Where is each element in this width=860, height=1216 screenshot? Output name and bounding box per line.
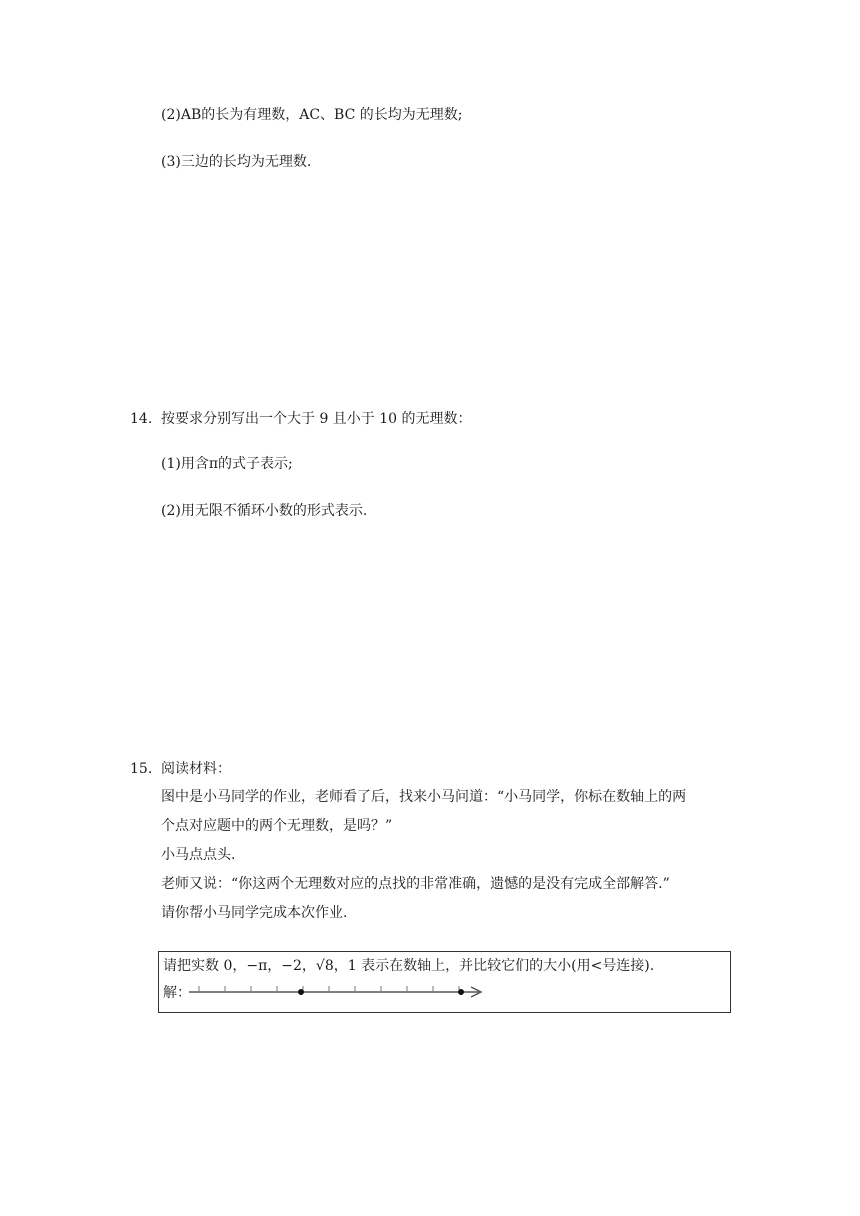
q13-part2: (2)AB的长为有理数，AC、BC 的长均为无理数; (161, 107, 463, 123)
q14-number: 14. (130, 411, 153, 427)
number-line (189, 980, 489, 1004)
q15-paragraph2: 小马点点头. (161, 847, 236, 863)
q14-part1: (1)用含π的式子表示; (161, 456, 293, 472)
homework-box (158, 951, 731, 1013)
homework-instruction: 请把实数 0，−π，−2，√8，1 表示在数轴上，并比较它们的大小(用<号连接). (163, 958, 655, 974)
q15-paragraph1-line1: 图中是小马同学的作业，老师看了后，找来小马问道：“小马同学，你标在数轴上的两 (161, 789, 687, 805)
q14-part2: (2)用无限不循环小数的形式表示. (161, 503, 368, 519)
q13-part3: (3)三边的长均为无理数. (161, 154, 312, 170)
q15-paragraph4: 请你帮小马同学完成本次作业. (161, 905, 348, 921)
point-marker (298, 989, 304, 995)
answer-label: 解： (163, 985, 191, 1001)
number-line-ticks (199, 986, 459, 992)
q15-paragraph1-line2: 个点对应题中的两个无理数，是吗？” (161, 818, 393, 834)
q14-stem: 按要求分别写出一个大于 9 且小于 10 的无理数： (161, 411, 472, 427)
q15-stem: 阅读材料： (161, 761, 231, 777)
q15-paragraph3: 老师又说：“你这两个无理数对应的点找的非常准确，遗憾的是没有完成全部解答.” (161, 876, 670, 892)
q15-number: 15. (130, 761, 153, 777)
point-marker (458, 989, 464, 995)
